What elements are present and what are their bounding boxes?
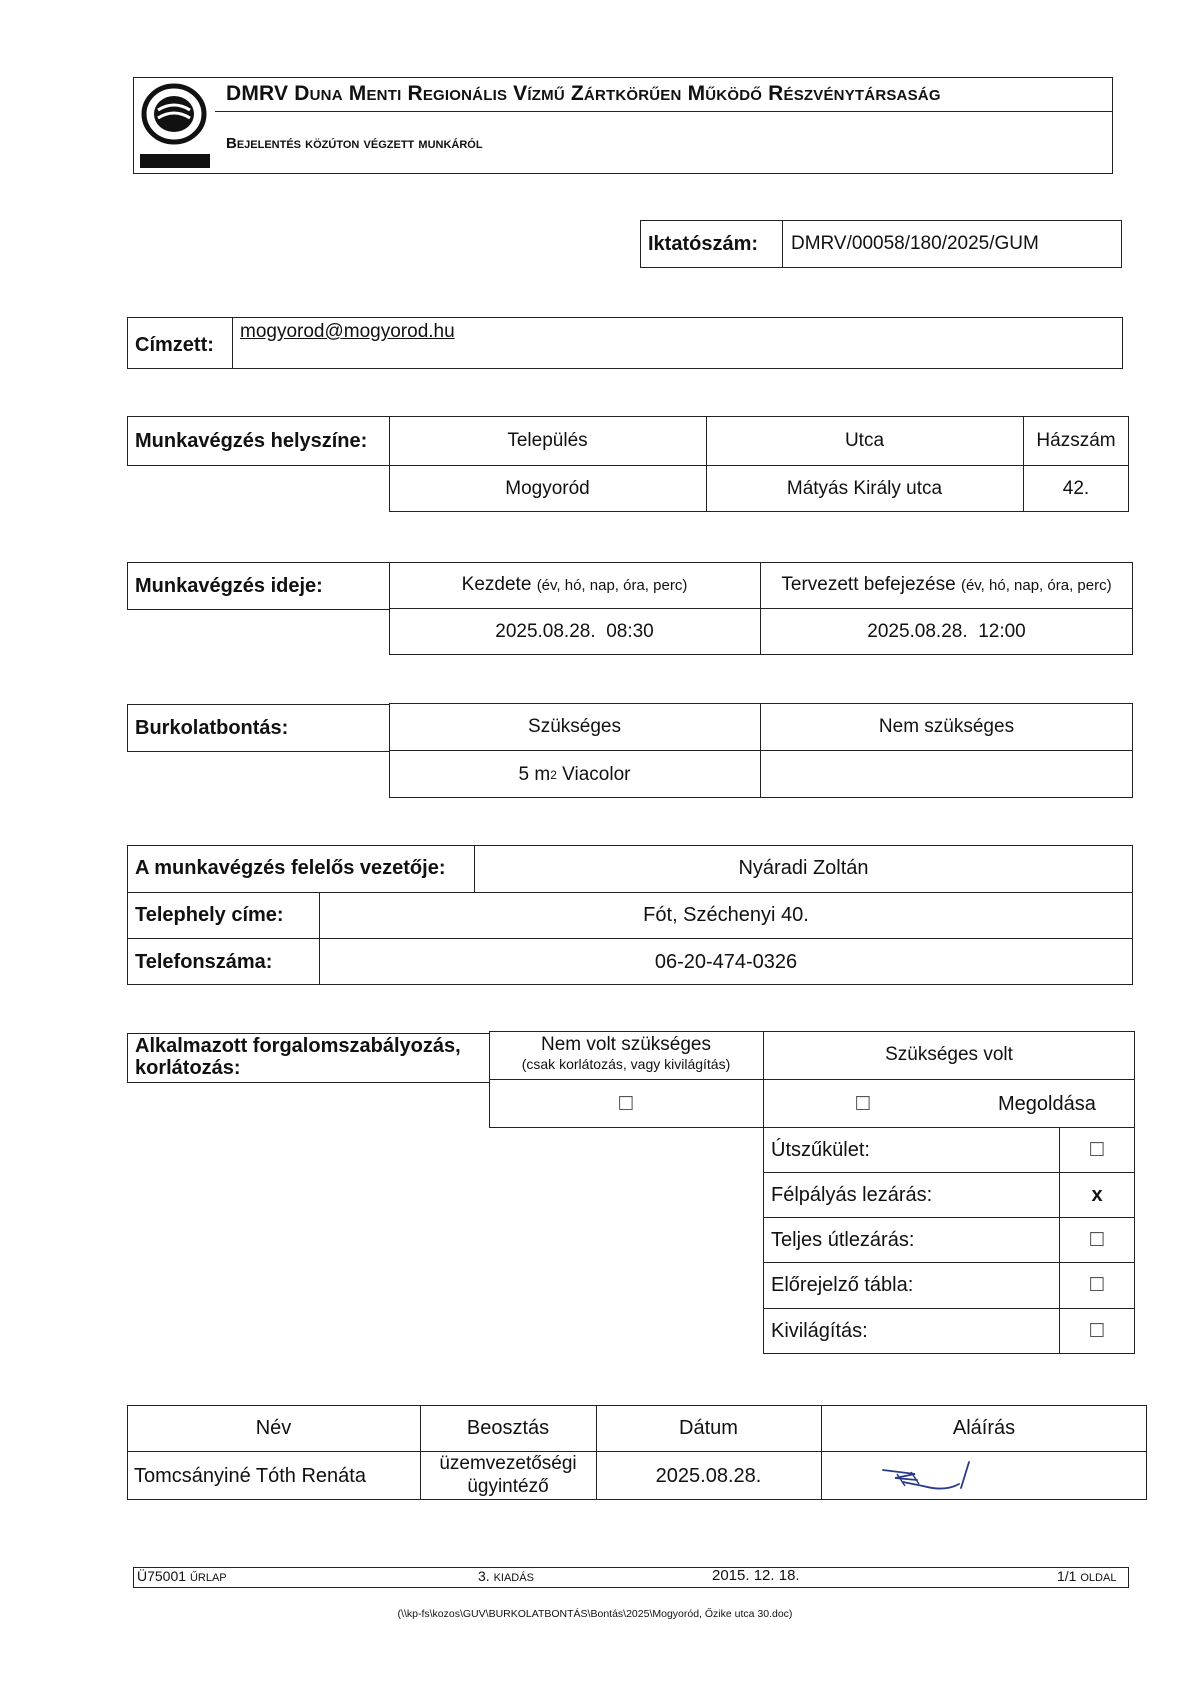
ido-befejezes-time: 12:00 [978,621,1026,642]
burkolat-nem-value [760,751,1133,798]
footer-edition-word: KIADÁS [493,1572,534,1584]
ido-kezdete-header [389,562,760,608]
ido-befejezes-label: Tervezett befejezése [781,574,956,595]
forgalom-label [135,1035,461,1079]
signature-col-beosztas: Beosztás [466,1416,550,1439]
forgalom-nem-volt-header [489,1034,763,1072]
ido-befejezes-value [760,609,1133,655]
ido-kezdete-date: 2025.08.28. [495,621,596,642]
company-name: DMRV Duna Menti Regionális Vízmű Zártkörűen Működő Részvénytársaság [226,82,941,105]
signature-beosztas-line2: ügyintéző [467,1476,549,1497]
burkolat-amount [389,751,760,798]
handwritten-signature [875,1452,995,1502]
footer-form-code-value: Ü75001 [137,1568,187,1584]
footer-form-word: ŰRLAP [189,1572,227,1584]
burkolat-material: Viacolor [562,763,631,785]
burkolat-szukseges: Szükséges [528,715,621,737]
footer-edition [478,1568,534,1584]
footer-page-value: 1/1 [1057,1568,1077,1584]
ido-kezdete-label: Kezdete [461,574,532,595]
felelos-vezeto-label: A munkavégzés felelős vezetője: [135,857,446,879]
option-elorejelzo-label: Előrejelző tábla: [771,1274,914,1296]
ido-kezdete-unit: (év, hó, nap, óra, perc) [536,576,688,594]
footer-box [133,1567,1129,1588]
footer-date: 2015. 12. 18. [712,1567,800,1584]
footer-form-code [137,1568,227,1584]
iktatoszam-label: Iktatószám: [648,232,759,255]
signature-col-nev: Név [255,1416,292,1439]
ido-label: Munkavégzés ideje: [135,574,323,597]
burkolat-label: Burkolatbontás: [135,716,289,739]
helyszin-hazszam-value: 42. [1062,478,1090,499]
telephely-label: Telephely címe: [135,904,284,926]
forgalom-label-line1: Alkalmazott forgalomszabályozás, [135,1035,461,1057]
option-teljes-utlezaras-checkbox[interactable]: ☐ [1088,1229,1106,1251]
signature-nev-value: Tomcsányiné Tóth Renáta [134,1464,366,1487]
helyszin-label: Munkavégzés helyszíne: [135,429,368,452]
helyszin-col-utca: Utca [844,430,885,451]
burkolat-nem-szukseges: Nem szükséges [878,715,1015,737]
helyszin-col-telepules: Település [507,430,588,451]
helyszin-telepules-value: Mogyoród [505,478,590,499]
telephely-value: Fót, Széchenyi 40. [643,904,809,926]
ido-befejezes-date: 2025.08.28. [867,621,968,642]
ido-kezdete-value [389,609,760,655]
option-utszukulet-label: Útszűkület: [771,1138,870,1161]
ido-befejezes-header [760,562,1133,608]
footer-page [1057,1568,1116,1584]
helyszin-col-hazszam: Házszám [1036,430,1116,451]
forgalom-nem-volt-checkbox[interactable]: ☐ [617,1093,635,1115]
cimzett-label: Címzett: [135,333,214,356]
footer-edition-value: 3. [478,1568,490,1584]
iktatoszam-divider [782,220,783,268]
footer-file-path: (\\kp-fs\kozos\GUV\BURKOLATBONTÁS\Bontás\2025\Mogyoród, Őzike utca 30.doc) [397,1608,793,1620]
cimzett-email-link[interactable]: mogyorod@mogyorod.hu [240,321,455,342]
forgalom-nem-volt: Nem volt szükséges [540,1034,711,1055]
option-felpalyas-label: Félpályás lezárás: [771,1183,933,1206]
cimzett-divider [232,317,233,369]
telefon-label: Telefonszáma: [135,950,273,973]
ido-kezdete-time: 08:30 [606,621,654,642]
option-kivilagitas-checkbox[interactable]: ☐ [1088,1321,1106,1342]
form-subtitle: Bejelentés közúton végzett munkáról [226,135,483,152]
signature-col-alairas: Aláírás [952,1416,1016,1439]
ido-befejezes-unit: (év, hó, nap, óra, perc) [960,576,1112,594]
signature-col-datum: Dátum [679,1416,738,1439]
forgalom-megoldasa: Megoldása [998,1092,1096,1115]
signature-beosztas-line1: üzemvezetőségi [439,1453,577,1474]
header-divider [215,111,1113,112]
iktatoszam-value: DMRV/00058/180/2025/GUM [791,233,1039,254]
signature-beosztas-value [420,1452,596,1498]
signature-datum-value: 2025.08.28. [655,1464,762,1487]
forgalom-label-line2: korlátozás: [135,1057,241,1079]
burkolat-amount-value: 5 m [518,763,551,785]
burkolat-amount-sup: 2 [550,767,557,782]
forgalom-szukseges-volt-checkbox[interactable]: ☐ [854,1093,872,1115]
option-kivilagitas-label: Kivilágítás: [771,1320,868,1342]
felelos-vezeto-value: Nyáradi Zoltán [738,857,869,879]
option-utszukulet-checkbox[interactable]: ☐ [1088,1139,1106,1161]
option-teljes-utlezaras-label: Teljes útlezárás: [771,1228,915,1251]
forgalom-szukseges-volt: Szükséges volt [885,1044,1013,1065]
option-felpalyas-checkbox[interactable]: x [1091,1183,1103,1206]
forgalom-nem-volt-note: (csak korlátozás, vagy kivilágítás) [521,1056,731,1072]
company-logo [136,80,214,172]
footer-page-word: OLDAL [1080,1572,1117,1584]
option-elorejelzo-checkbox[interactable]: ☐ [1088,1275,1106,1296]
telefon-value: 06-20-474-0326 [654,950,798,973]
helyszin-utca-value: Mátyás Király utca [786,478,943,499]
